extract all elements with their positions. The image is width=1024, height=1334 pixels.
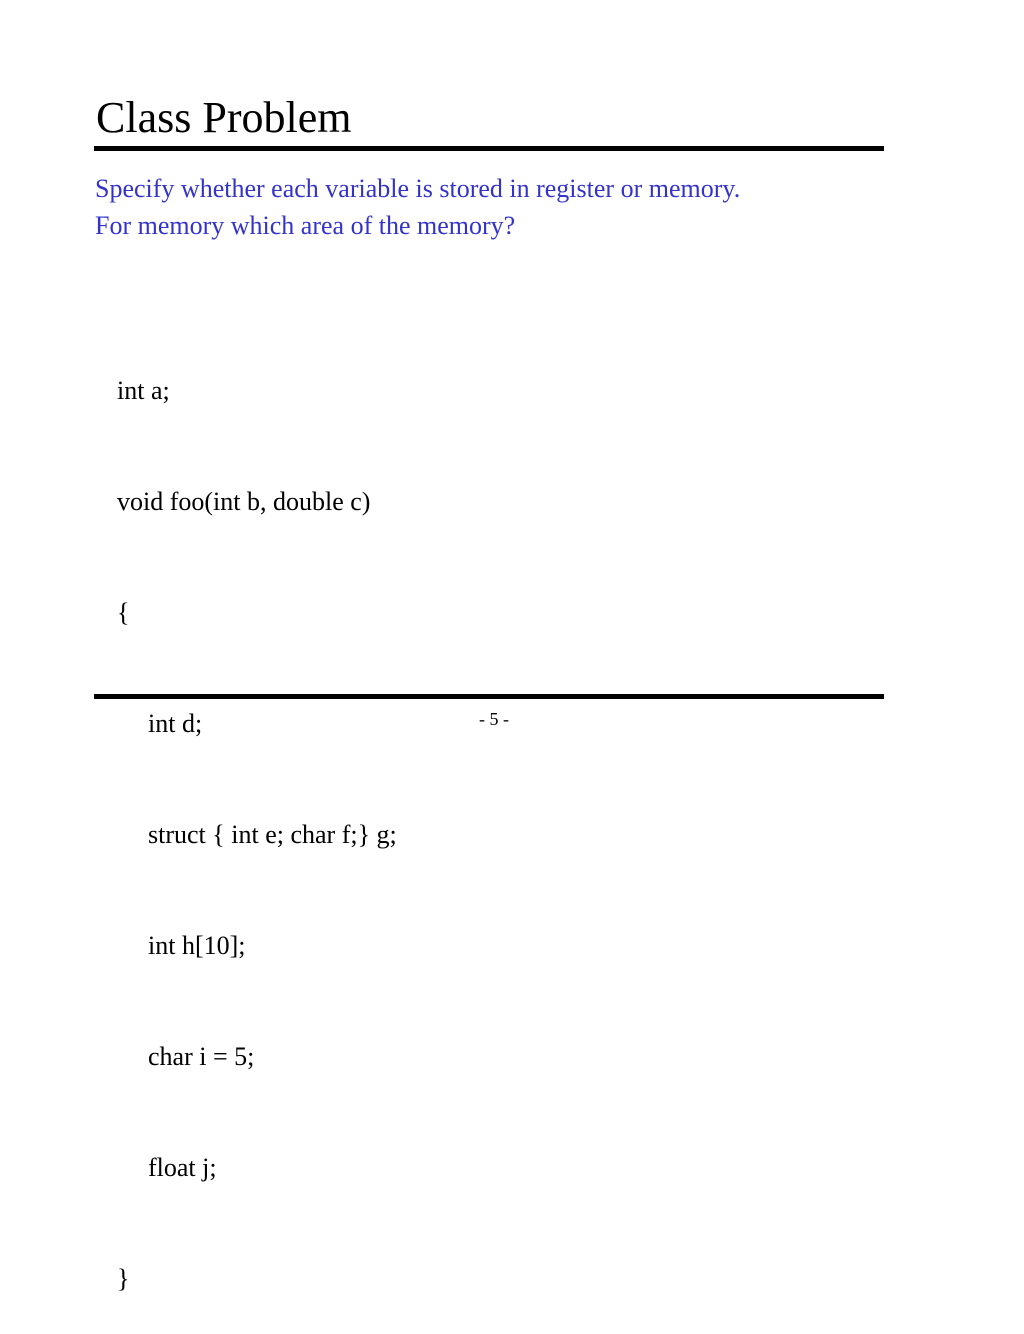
problem-prompt — [95, 170, 740, 244]
code-line: char i = 5; — [148, 1042, 255, 1071]
code-line: int h[10]; — [148, 931, 246, 960]
slide-title: Class Problem — [96, 93, 352, 142]
code-line: float j; — [148, 1153, 217, 1182]
code-line: } — [117, 1264, 130, 1293]
code-line: struct { int e; char f;} g; — [148, 820, 397, 849]
page-number: - 5 - — [479, 709, 509, 729]
code-line: void foo(int b, double c) — [117, 487, 371, 516]
footer-divider — [94, 694, 884, 699]
title-divider — [94, 146, 884, 151]
prompt-line: For memory which area of the memory? — [95, 211, 516, 240]
code-line: { — [117, 598, 130, 627]
code-snippet — [117, 298, 397, 1334]
prompt-line: Specify whether each variable is stored in register or memory. — [95, 174, 741, 203]
code-line: int d; — [148, 709, 203, 738]
code-line: int a; — [117, 376, 170, 405]
